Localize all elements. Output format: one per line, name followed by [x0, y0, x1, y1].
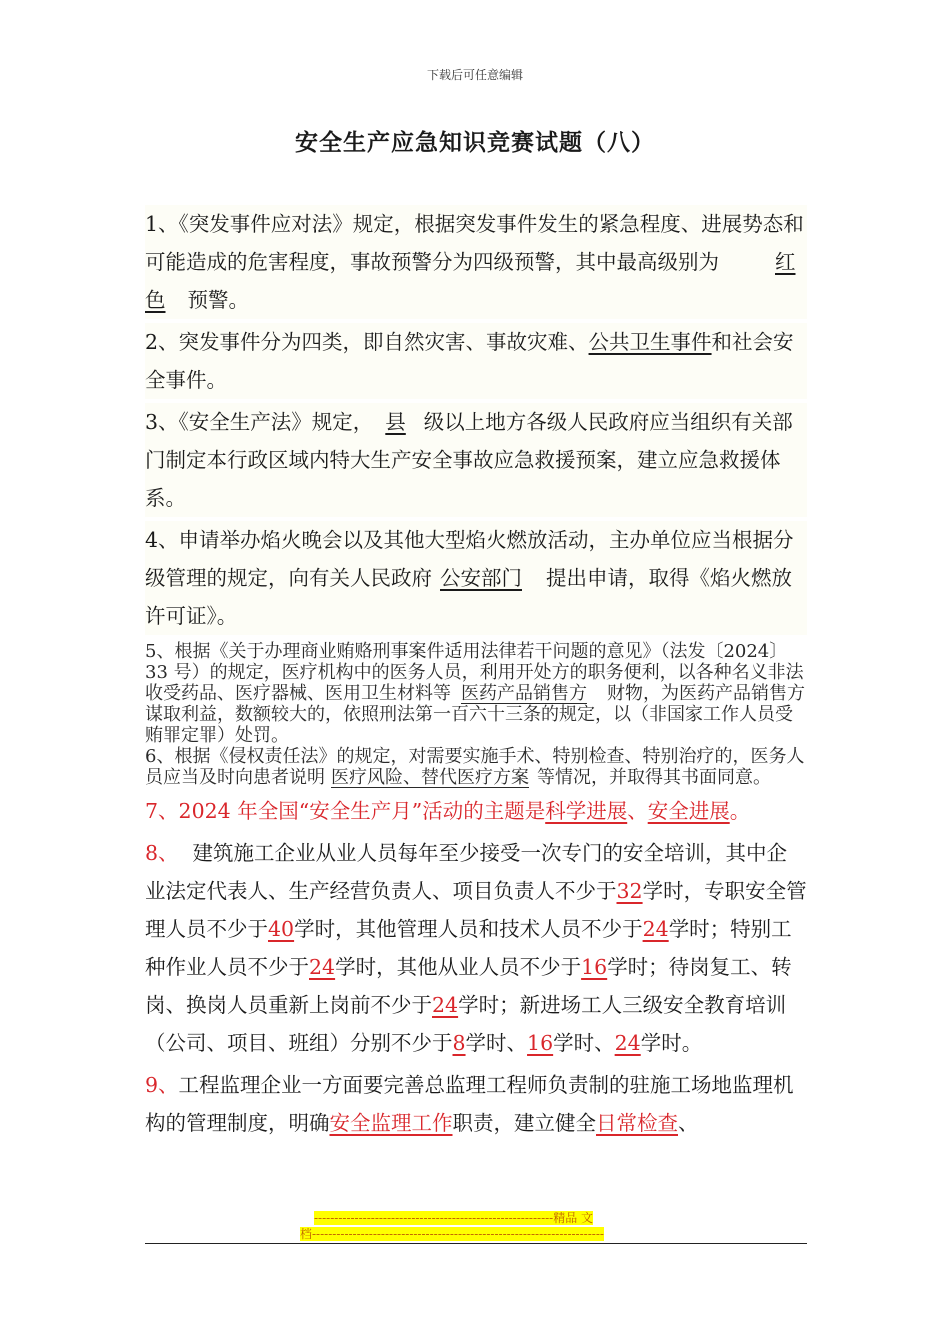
q8-text-5: 学时；待岗复工、转岗、换岗人员重新上岗前不少于: [145, 955, 792, 1017]
q8-text-4: 学时，其他从业人员不少于: [335, 955, 582, 979]
q5-text: 5、根据《关于办理商业贿赂刑事案件适用法律若干问题的意见》（法发〔2024〕33 号）的规定，医疗机构中的医务人员，利用开处方的职务便利，以各种名义非法收受药品、医疗器械、医用卫生材料等: [145, 641, 804, 704]
q3-text-end: 级以上地方各级人民政府应当组织有关部门制定本行政区域内特大生产安全事故应急救援预案，建立应急救援体系。: [145, 410, 793, 510]
footer-watermark: [300, 1210, 650, 1242]
q7-answer-2: 安全进展: [647, 799, 730, 823]
q8-value-7: 8: [452, 1031, 466, 1055]
question-3: [145, 403, 807, 517]
q8-number: 8、: [145, 841, 179, 865]
question-list: [145, 205, 807, 1146]
q6-text: 6、根据《侵权责任法》的规定，对需要实施手术、特别检查、特别治疗的，医务人员应当及时向患者说明: [145, 746, 805, 788]
q8-value-9: 24: [614, 1031, 641, 1055]
q1-answer: 红色: [145, 250, 796, 312]
q8-text-7: 学时、: [465, 1031, 528, 1055]
question-8: [145, 834, 807, 1062]
q8-value-4: 24: [309, 955, 336, 979]
q6-text-end: 等情况，并取得其书面同意。: [537, 767, 771, 788]
question-6: [145, 746, 807, 788]
question-5: [145, 641, 807, 746]
q8-text-9: 学时。: [640, 1031, 703, 1055]
header-note: 下载后可任意编辑: [426, 68, 523, 82]
q3-answer: 县: [385, 410, 406, 434]
q9-answer-1: 安全监理工作: [329, 1111, 453, 1135]
q7-text-end: 。: [729, 799, 751, 823]
q8-text-3: 学时；特别工种作业人员不少于: [145, 917, 792, 979]
q4-answer: 公安部门: [440, 566, 522, 590]
q7-answer-1: 科学进展: [545, 799, 628, 823]
q5-answer: 医药产品销售方: [461, 683, 587, 704]
q8-value-5: 16: [581, 955, 608, 979]
q8-text-1: 学时，专职安全管理人员不少于: [145, 879, 807, 941]
footer-line-2: 档------------------------------------------------------------------------: [300, 1227, 604, 1241]
q2-text: 2、突发事件分为四类，即自然灾害、事故灾难、: [145, 330, 589, 354]
q8-text-8: 学时、: [553, 1031, 615, 1055]
q9-answer-2: 日常检查: [596, 1111, 678, 1135]
question-4: [145, 521, 807, 635]
q1-text: 1、《突发事件应对法》规定，根据突发事件发生的紧急程度、进展势态和可能造成的危害程度，事故预警分为四级预警，其中最高级别为: [145, 212, 804, 274]
q8-text-6: 学时；新进场工人三级安全教育培训（公司、项目、班组）分别不少于: [145, 993, 787, 1055]
q8-text-2: 学时，其他管理人员和技术人员不少于: [294, 917, 643, 941]
q8-value-8: 16: [527, 1031, 554, 1055]
q8-value-3: 24: [642, 917, 669, 941]
page-title: 安全生产应急知识竞赛试题（八）: [295, 129, 655, 156]
q8-value-1: 32: [616, 879, 643, 903]
footer-line-1: -----------------------------------------------------------精品 文: [314, 1211, 594, 1225]
q8-text: 建筑施工企业从业人员每年至少接受一次专门的安全培训，其中企业法定代表人、生产经营负责人、项目负责人不少于: [145, 841, 788, 903]
q4-text: 4、申请举办焰火晚会以及其他大型焰火燃放活动，主办单位应当根据分级管理的规定，向有关人民政府: [145, 528, 794, 590]
q7-separator: 、: [627, 799, 648, 823]
q2-answer: 公共卫生事件: [588, 330, 712, 354]
q8-value-6: 24: [432, 993, 459, 1017]
question-1: [145, 205, 807, 319]
q3-text: 3、《安全生产法》规定，: [145, 410, 374, 434]
q6-answer: 医疗风险、替代医疗方案: [331, 767, 529, 788]
q9-number: 9、: [145, 1073, 179, 1097]
q9-text-mid: 职责，建立健全: [452, 1111, 596, 1135]
q1-text-end: 预警。: [187, 288, 249, 312]
footer-rule: [145, 1243, 807, 1244]
q9-text: 工程监理企业一方面要完善总监理工程师负责制的驻施工场地监理机构的管理制度，明确: [145, 1073, 794, 1135]
q5-text-end: 财物，为医药产品销售方谋取利益，数额较大的，依照刑法第一百六十三条的规定，以（非国家工作人员受贿罪定罪）处罚。: [145, 683, 805, 746]
question-9: [145, 1066, 807, 1142]
q9-text-end: 、: [678, 1111, 699, 1135]
q8-value-2: 40: [268, 917, 295, 941]
q4-text-end: 提出申请，取得《焰火燃放许可证》。: [145, 566, 792, 628]
question-2: [145, 323, 807, 399]
question-7: [145, 792, 807, 830]
q2-text-end: 和社会安全事件。: [145, 330, 794, 392]
q7-text: 7、2024 年全国“安全生产月”活动的主题是: [145, 799, 546, 823]
